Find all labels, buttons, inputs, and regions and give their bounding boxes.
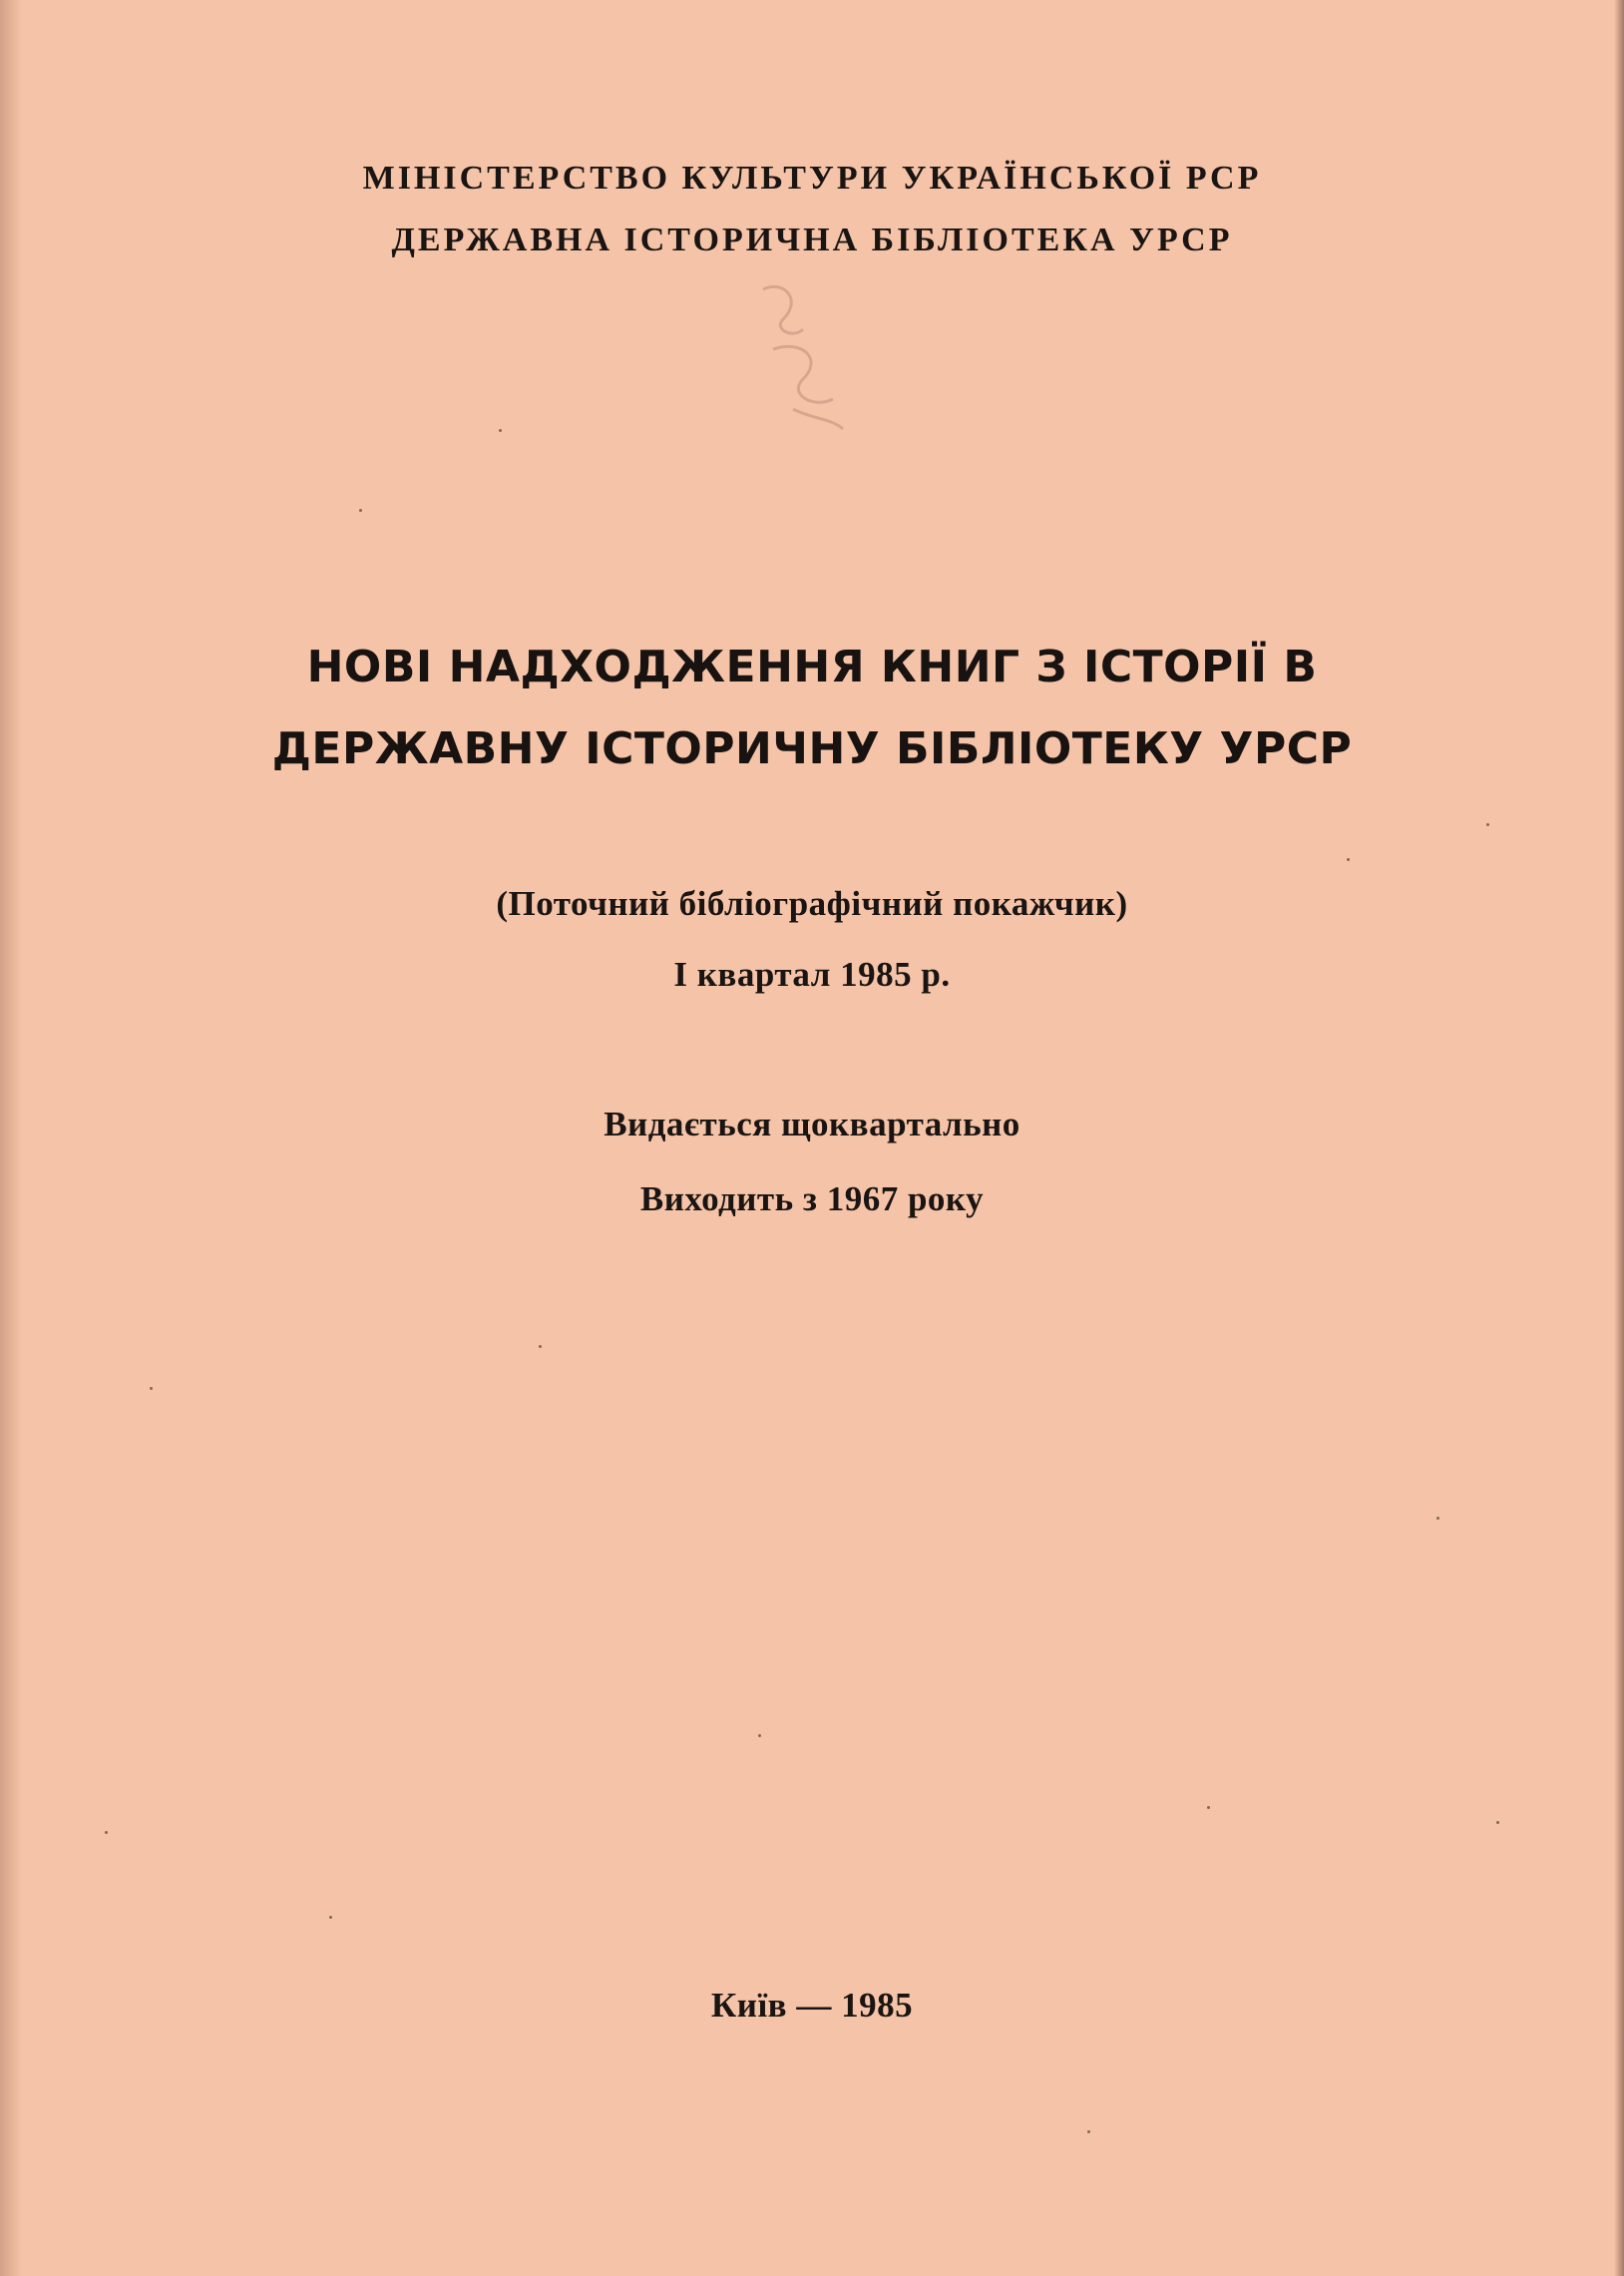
document-title-line-2: ДЕРЖАВНУ ІСТОРИЧНУ БІБЛІОТЕКУ УРСР	[271, 723, 1353, 774]
speck	[1486, 823, 1489, 826]
library-stamp-icon	[743, 269, 863, 439]
speck	[1436, 1517, 1439, 1520]
speck	[758, 1734, 761, 1737]
speck	[1207, 1806, 1210, 1809]
issue-period: I квартал 1985 р.	[673, 955, 951, 994]
publication-since: Виходить з 1967 року	[639, 1179, 985, 1218]
speck	[359, 509, 362, 512]
library-heading: ДЕРЖАВНА ІСТОРИЧНА БІБЛІОТЕКА УРСР	[391, 222, 1233, 258]
imprint: Київ — 1985	[710, 1986, 914, 2025]
speck	[1087, 2130, 1090, 2133]
speck	[539, 1345, 542, 1348]
speck	[105, 1831, 108, 1834]
speck	[499, 429, 502, 432]
publication-frequency: Видається щоквартально	[604, 1105, 1020, 1143]
speck	[329, 1916, 332, 1919]
document-type: (Поточний бібліографічний покажчик)	[496, 884, 1128, 923]
speck	[1347, 858, 1350, 861]
ministry-heading: МІНІСТЕРСТВО КУЛЬТУРИ УКРАЇНСЬКОЇ РСР	[362, 160, 1262, 197]
speck	[1496, 1821, 1499, 1824]
speck	[150, 1387, 153, 1390]
document-title-line-1: НОВІ НАДХОДЖЕННЯ КНИГ З ІСТОРІЇ В	[306, 642, 1318, 692]
